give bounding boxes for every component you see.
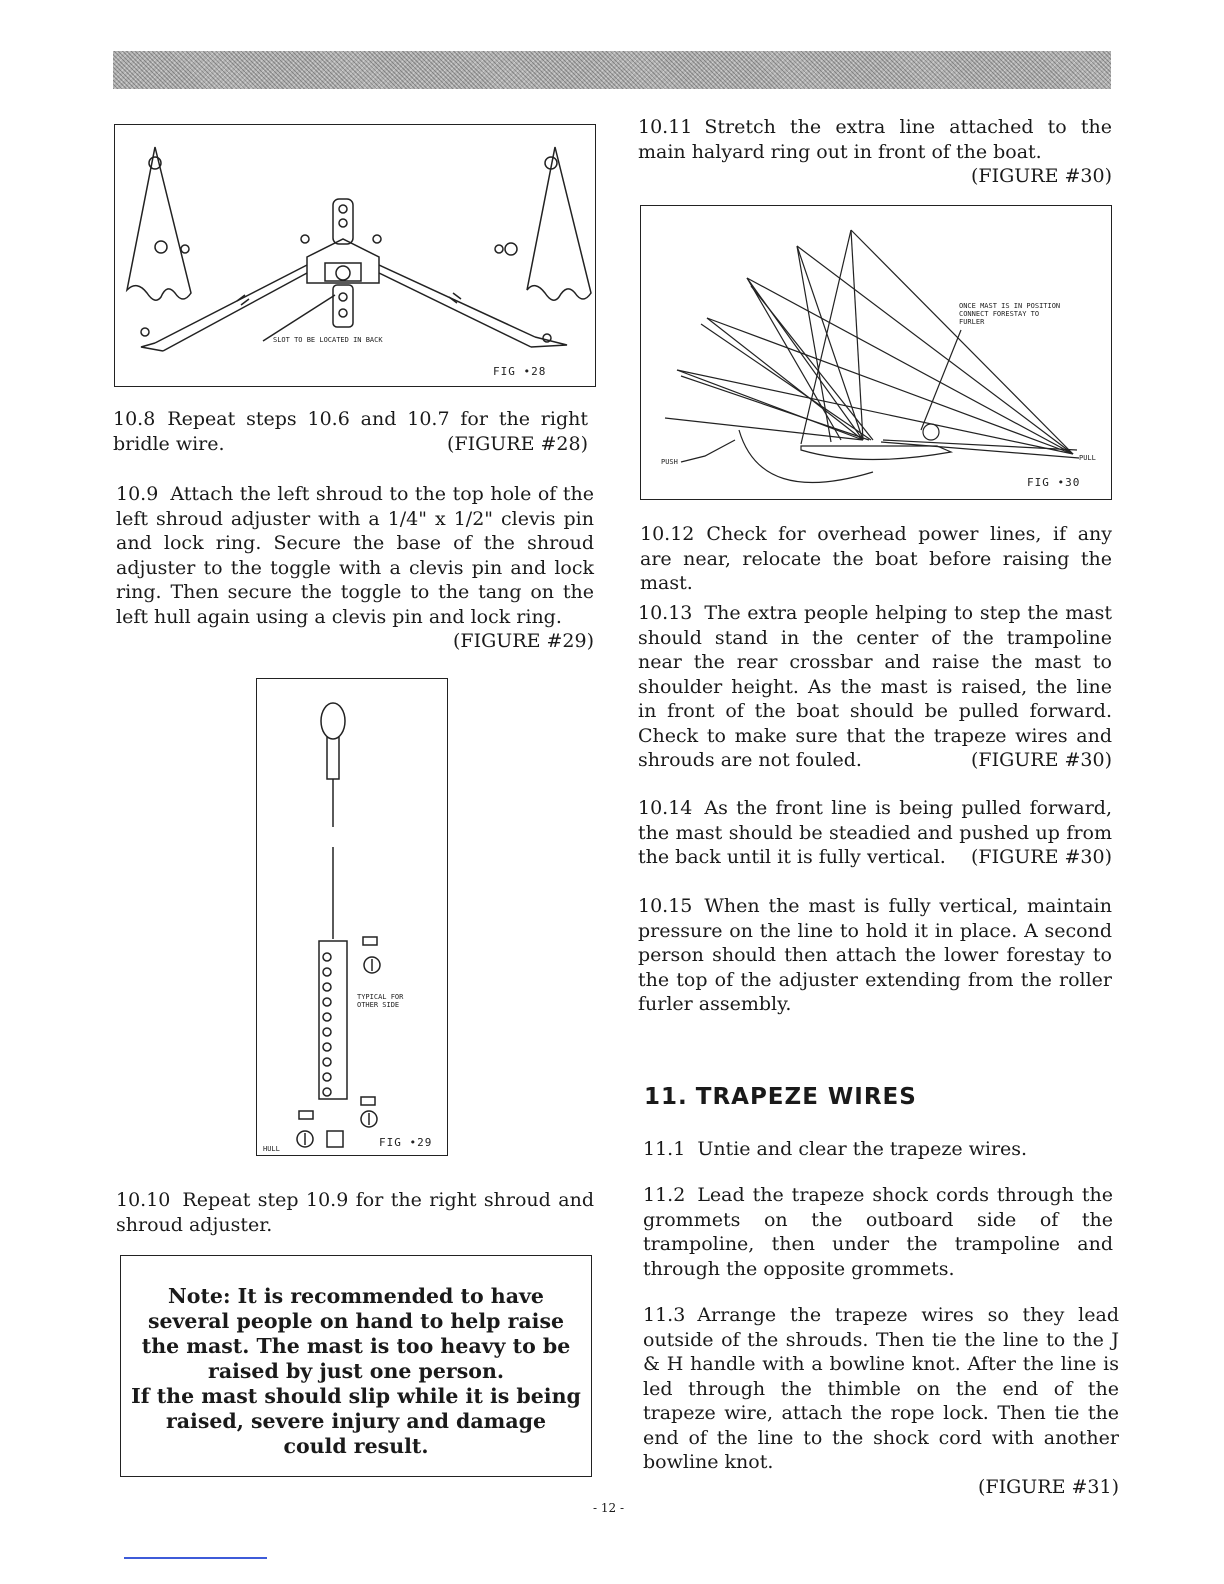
paragraph-10-13-figure-ref: (FIGURE #30) — [970, 749, 1112, 771]
safety-note-line: raised, severe injury and damage — [165, 1409, 547, 1433]
paragraph-10-12 — [640, 522, 1112, 596]
paragraph-10-10-text: Repeat step 10.9 for the right shroud and shroud adjuster. — [116, 1189, 594, 1236]
figure-29-hull-label: HULL — [263, 1145, 280, 1153]
figure-29-label: FIG •29 — [379, 1136, 433, 1149]
figure-30 — [640, 205, 1112, 500]
paragraph-10-11-figure-ref: (FIGURE #30) — [970, 165, 1112, 187]
paragraph-10-15-text: When the mast is fully vertical, maintain pressure on the line to hold it in place. A second person should then attach the lower forestay to the top of the adjuster extending from the roller furler assembly. — [638, 895, 1112, 1015]
paragraph-10-11-text: Stretch the extra line attached to the main halyard ring out in front of the boat. — [638, 116, 1112, 163]
footer-rule — [124, 1557, 267, 1559]
page-number: - 12 - — [593, 1501, 625, 1515]
paragraph-11-1 — [643, 1137, 1113, 1162]
figure-30-pull-label: PULL — [1079, 454, 1096, 462]
figure-29 — [256, 678, 448, 1156]
figure-30-note-line3: FURLER — [959, 318, 985, 326]
paragraph-10-11-number: 10.11 — [638, 116, 693, 138]
paragraph-10-10 — [116, 1188, 594, 1237]
paragraph-10-8-figure-ref: (FIGURE #28) — [446, 432, 588, 455]
figure-30-note-line2: CONNECT FORESTAY TO — [959, 310, 1040, 318]
paragraph-10-15-number: 10.15 — [638, 895, 693, 917]
safety-note-line: could result. — [283, 1434, 429, 1458]
safety-note-line: Note: It is recommended to have — [168, 1284, 544, 1308]
paragraph-10-15 — [638, 894, 1112, 1017]
paragraph-10-13 — [638, 601, 1112, 773]
header-bar — [113, 51, 1111, 89]
section-title: TRAPEZE WIRES — [695, 1084, 917, 1110]
adjuster-holes — [323, 953, 331, 1096]
paragraph-11-1-number: 11.1 — [643, 1138, 686, 1160]
section-heading-trapeze-wires — [644, 1084, 917, 1110]
paragraph-10-13-text: The extra people helping to step the mast should stand in the center of the trampoline near the rear crossbar and raise the mast to shoulder height. As the mast is raised, the line in front of the boat should be pulled forward. Check to make sure that the trapeze wires and shrouds are not fouled. — [638, 602, 1112, 771]
figure-29-note-line2: OTHER SIDE — [357, 1001, 400, 1009]
paragraph-11-3-number: 11.3 — [643, 1304, 686, 1326]
paragraph-10-12-text: Check for overhead power lines, if any are near, relocate the boat before raising the mast. — [640, 523, 1112, 594]
safety-note-line: the mast. The mast is too heavy to be — [141, 1334, 571, 1358]
paragraph-10-14-text: As the front line is being pulled forward, the mast should be steadied and pushed up from the back until it is fully vertical. — [638, 797, 1112, 868]
paragraph-10-14 — [638, 796, 1112, 870]
paragraph-10-14-number: 10.14 — [638, 797, 693, 819]
safety-note-line: several people on hand to help raise — [147, 1309, 565, 1333]
paragraph-10-8-number: 10.8 — [113, 408, 156, 430]
paragraph-10-9 — [116, 482, 594, 654]
figure-30-drawing — [641, 206, 1111, 499]
figure-29-drawing — [257, 679, 447, 1155]
figure-28-drawing — [115, 125, 595, 386]
paragraph-10-10-number: 10.10 — [116, 1189, 171, 1211]
figure-29-note-line1: TYPICAL FOR — [357, 993, 404, 1001]
figure-30-note-line1: ONCE MAST IS IN POSITION — [959, 302, 1061, 310]
paragraph-11-3-text: Arrange the trapeze wires so they lead outside of the shrouds. Then tie the line to the J & H handle with a bowline knot. After the line is led through the thimble on the end of the trapeze wire, attach the rope lock. Then tie the end of the line to the shock cord with another bowline knot. — [643, 1304, 1119, 1473]
paragraph-11-2-number: 11.2 — [643, 1184, 686, 1206]
paragraph-10-12-number: 10.12 — [640, 523, 695, 545]
figure-28-note: SLOT TO BE LOCATED IN BACK — [273, 336, 383, 344]
safety-note-line: raised by just one person. — [208, 1359, 504, 1383]
paragraph-10-8 — [113, 407, 588, 456]
paragraph-10-9-figure-ref: (FIGURE #29) — [452, 630, 594, 652]
paragraph-10-9-number: 10.9 — [116, 483, 159, 505]
paragraph-10-8-text: Repeat steps 10.6 and 10.7 for the right bridle wire. — [113, 408, 588, 455]
paragraph-11-1-text: Untie and clear the trapeze wires. — [697, 1138, 1028, 1160]
paragraph-10-14-figure-ref: (FIGURE #30) — [970, 846, 1112, 868]
figure-28 — [114, 124, 596, 387]
paragraph-10-9-text: Attach the left shroud to the top hole of the left shroud adjuster with a 1/4" x 1/2" clevis pin and lock ring. Secure the base of the shroud adjuster to the toggle with a clevis pin and lock ring. Then secure the toggle to the tang on the left hull again using a clevis pin and lock ring. — [116, 483, 594, 628]
paragraph-11-2 — [643, 1183, 1113, 1281]
paragraph-11-3-figure-ref: (FIGURE #31) — [977, 1475, 1119, 1498]
paragraph-11-2-text: Lead the trapeze shock cords through the grommets on the outboard side of the trampoline, then under the trampoline and through the opposite grommets. — [643, 1184, 1113, 1280]
figure-30-push-label: PUSH — [661, 458, 678, 466]
safety-note-line: If the mast should slip while it is being — [131, 1384, 581, 1408]
paragraph-11-3 — [643, 1303, 1119, 1499]
paragraph-10-13-number: 10.13 — [638, 602, 693, 624]
safety-note-box — [120, 1255, 592, 1477]
section-number: 11. — [644, 1084, 688, 1110]
paragraph-10-11 — [638, 115, 1112, 189]
safety-note-text — [131, 1284, 581, 1459]
figure-28-label: FIG •28 — [493, 365, 547, 378]
figure-30-label: FIG •30 — [1027, 476, 1081, 489]
